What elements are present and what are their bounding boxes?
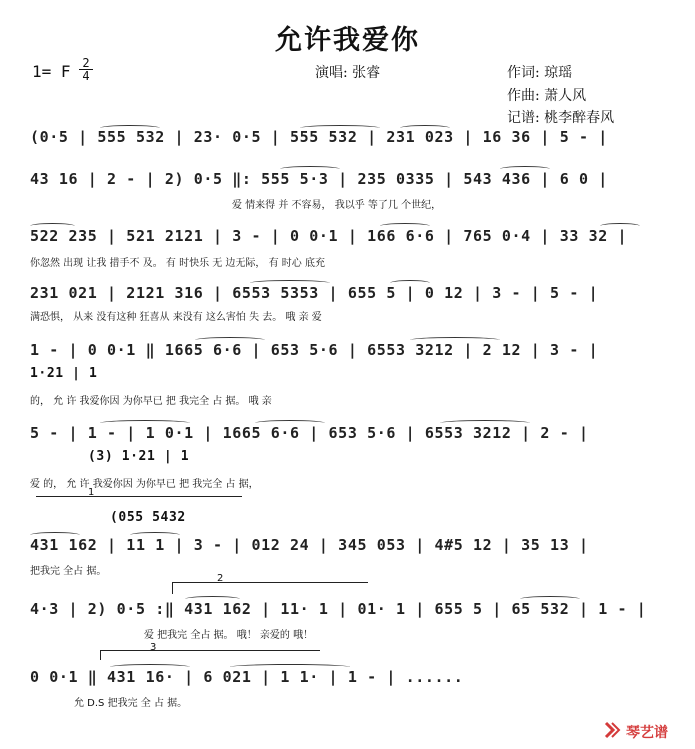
notation-line: 0 0·1 ‖ 431 16· | 6 021 | 1 1· | 1 - | ...... [30, 668, 464, 686]
notation-line: 431 162 | 11 1 | 3 - | 012 24 | 345 053 | 4#5 12 | 35 13 | [30, 536, 589, 554]
alternate-notes: 1·21 | 1 [30, 366, 98, 381]
slur [280, 166, 340, 172]
time-signature [79, 57, 93, 82]
watermark-text: 琴艺谱 [626, 725, 668, 741]
slur [30, 223, 75, 229]
watermark-logo-icon [603, 720, 623, 740]
transcriber-credit: 记谱: 桃李醉春风 [507, 110, 615, 126]
notation-line: 43 16 | 2 - | 2) 0·5 ‖: 555 5·3 | 235 0335 | 543 436 | 6 0 | [30, 170, 608, 188]
notation-line: 1 - | 0 0·1 ‖ 1665 6·6 | 653 5·6 | 6553 3212 | 2 12 | 3 - | [30, 341, 599, 359]
meter-bottom: 4 [82, 69, 90, 83]
slur [30, 532, 80, 538]
volta-bracket [36, 496, 242, 497]
meter-top: 2 [79, 57, 93, 70]
singer-credit: 演唱: 张睿 [315, 65, 381, 81]
notation-line: 231 021 | 2121 316 | 6553 5353 | 655 5 | 0 12 | 3 - | 5 - | [30, 284, 599, 302]
volta-label: 1 [88, 487, 95, 498]
lyric-line: 满恐惧， 从来 没有这种 狂喜从 来没有 这么害怕 失 去。 哦 亲 爱 [30, 312, 322, 323]
slur [195, 337, 265, 343]
slur [100, 420, 190, 426]
volta-bracket [172, 582, 368, 583]
slur [520, 596, 580, 602]
slur [500, 166, 550, 172]
slur [110, 664, 190, 670]
lyric-line: 允 D.S 把我完 全 占 据。 [74, 698, 188, 709]
slur [440, 420, 530, 426]
slur [410, 337, 500, 343]
slur [400, 125, 450, 131]
lyric-line: 的， 允 许 我爱你因 为你早已 把 我完全 占 据。 哦 亲 [30, 396, 272, 407]
slur [185, 596, 240, 602]
slur [250, 280, 330, 286]
slur [100, 125, 160, 131]
notation-line: 4·3 | 2) 0·5 :‖ 431 162 | 11· 1 | 01· 1 | 655 5 | 65 532 | 1 - | [30, 600, 647, 618]
song-title: 允许我爱你 [275, 25, 420, 56]
lyric-line: 爱 的， 允 许 我爱你因 为你早已 把 我完全 占 据， [30, 479, 259, 490]
volta-label: 2 [217, 573, 224, 584]
slur [130, 532, 180, 538]
lyricist-credit: 作词: 琼瑶 [507, 65, 573, 81]
volta-bracket-edge [100, 650, 101, 660]
volta-label: 3 [150, 642, 157, 653]
composer-credit: 作曲: 萧人风 [507, 88, 587, 104]
volta-bracket-edge [172, 582, 173, 594]
slur [300, 125, 380, 131]
slur [390, 280, 430, 286]
notation-line: 5 - | 1 - | 1 0·1 | 1665 6·6 | 653 5·6 | 6553 3212 | 2 - | [30, 424, 589, 442]
volta-bracket [100, 650, 320, 651]
lyric-line: 你忽然 出现 让我 措手不 及。 有 时快乐 无 边无际， 有 时心 底充 [30, 258, 325, 269]
lyric-line: 爱 情来得 并 不容易， 我以乎 等了几 个世纪， [232, 200, 442, 211]
alternate-notes: (3) 1·21 | 1 [88, 449, 190, 464]
slur [230, 664, 350, 670]
lyric-line: 爱 把我完 全占 据。 哦！ 亲爱的 哦！ [144, 630, 314, 641]
slur [600, 223, 640, 229]
notation-line: 522 235 | 521 2121 | 3 - | 0 0·1 | 166 6·6 | 765 0·4 | 33 32 | [30, 227, 628, 245]
notation-line: (0·5 | 555 532 | 23· 0·5 | 555 532 | 231 023 | 16 36 | 5 - | [30, 128, 608, 146]
key-signature: 1= F [32, 62, 71, 81]
alternate-notes: (055 5432 [110, 510, 186, 525]
lyric-line: 把我完 全占 据。 [30, 566, 107, 577]
slur [380, 223, 430, 229]
slur [255, 420, 325, 426]
